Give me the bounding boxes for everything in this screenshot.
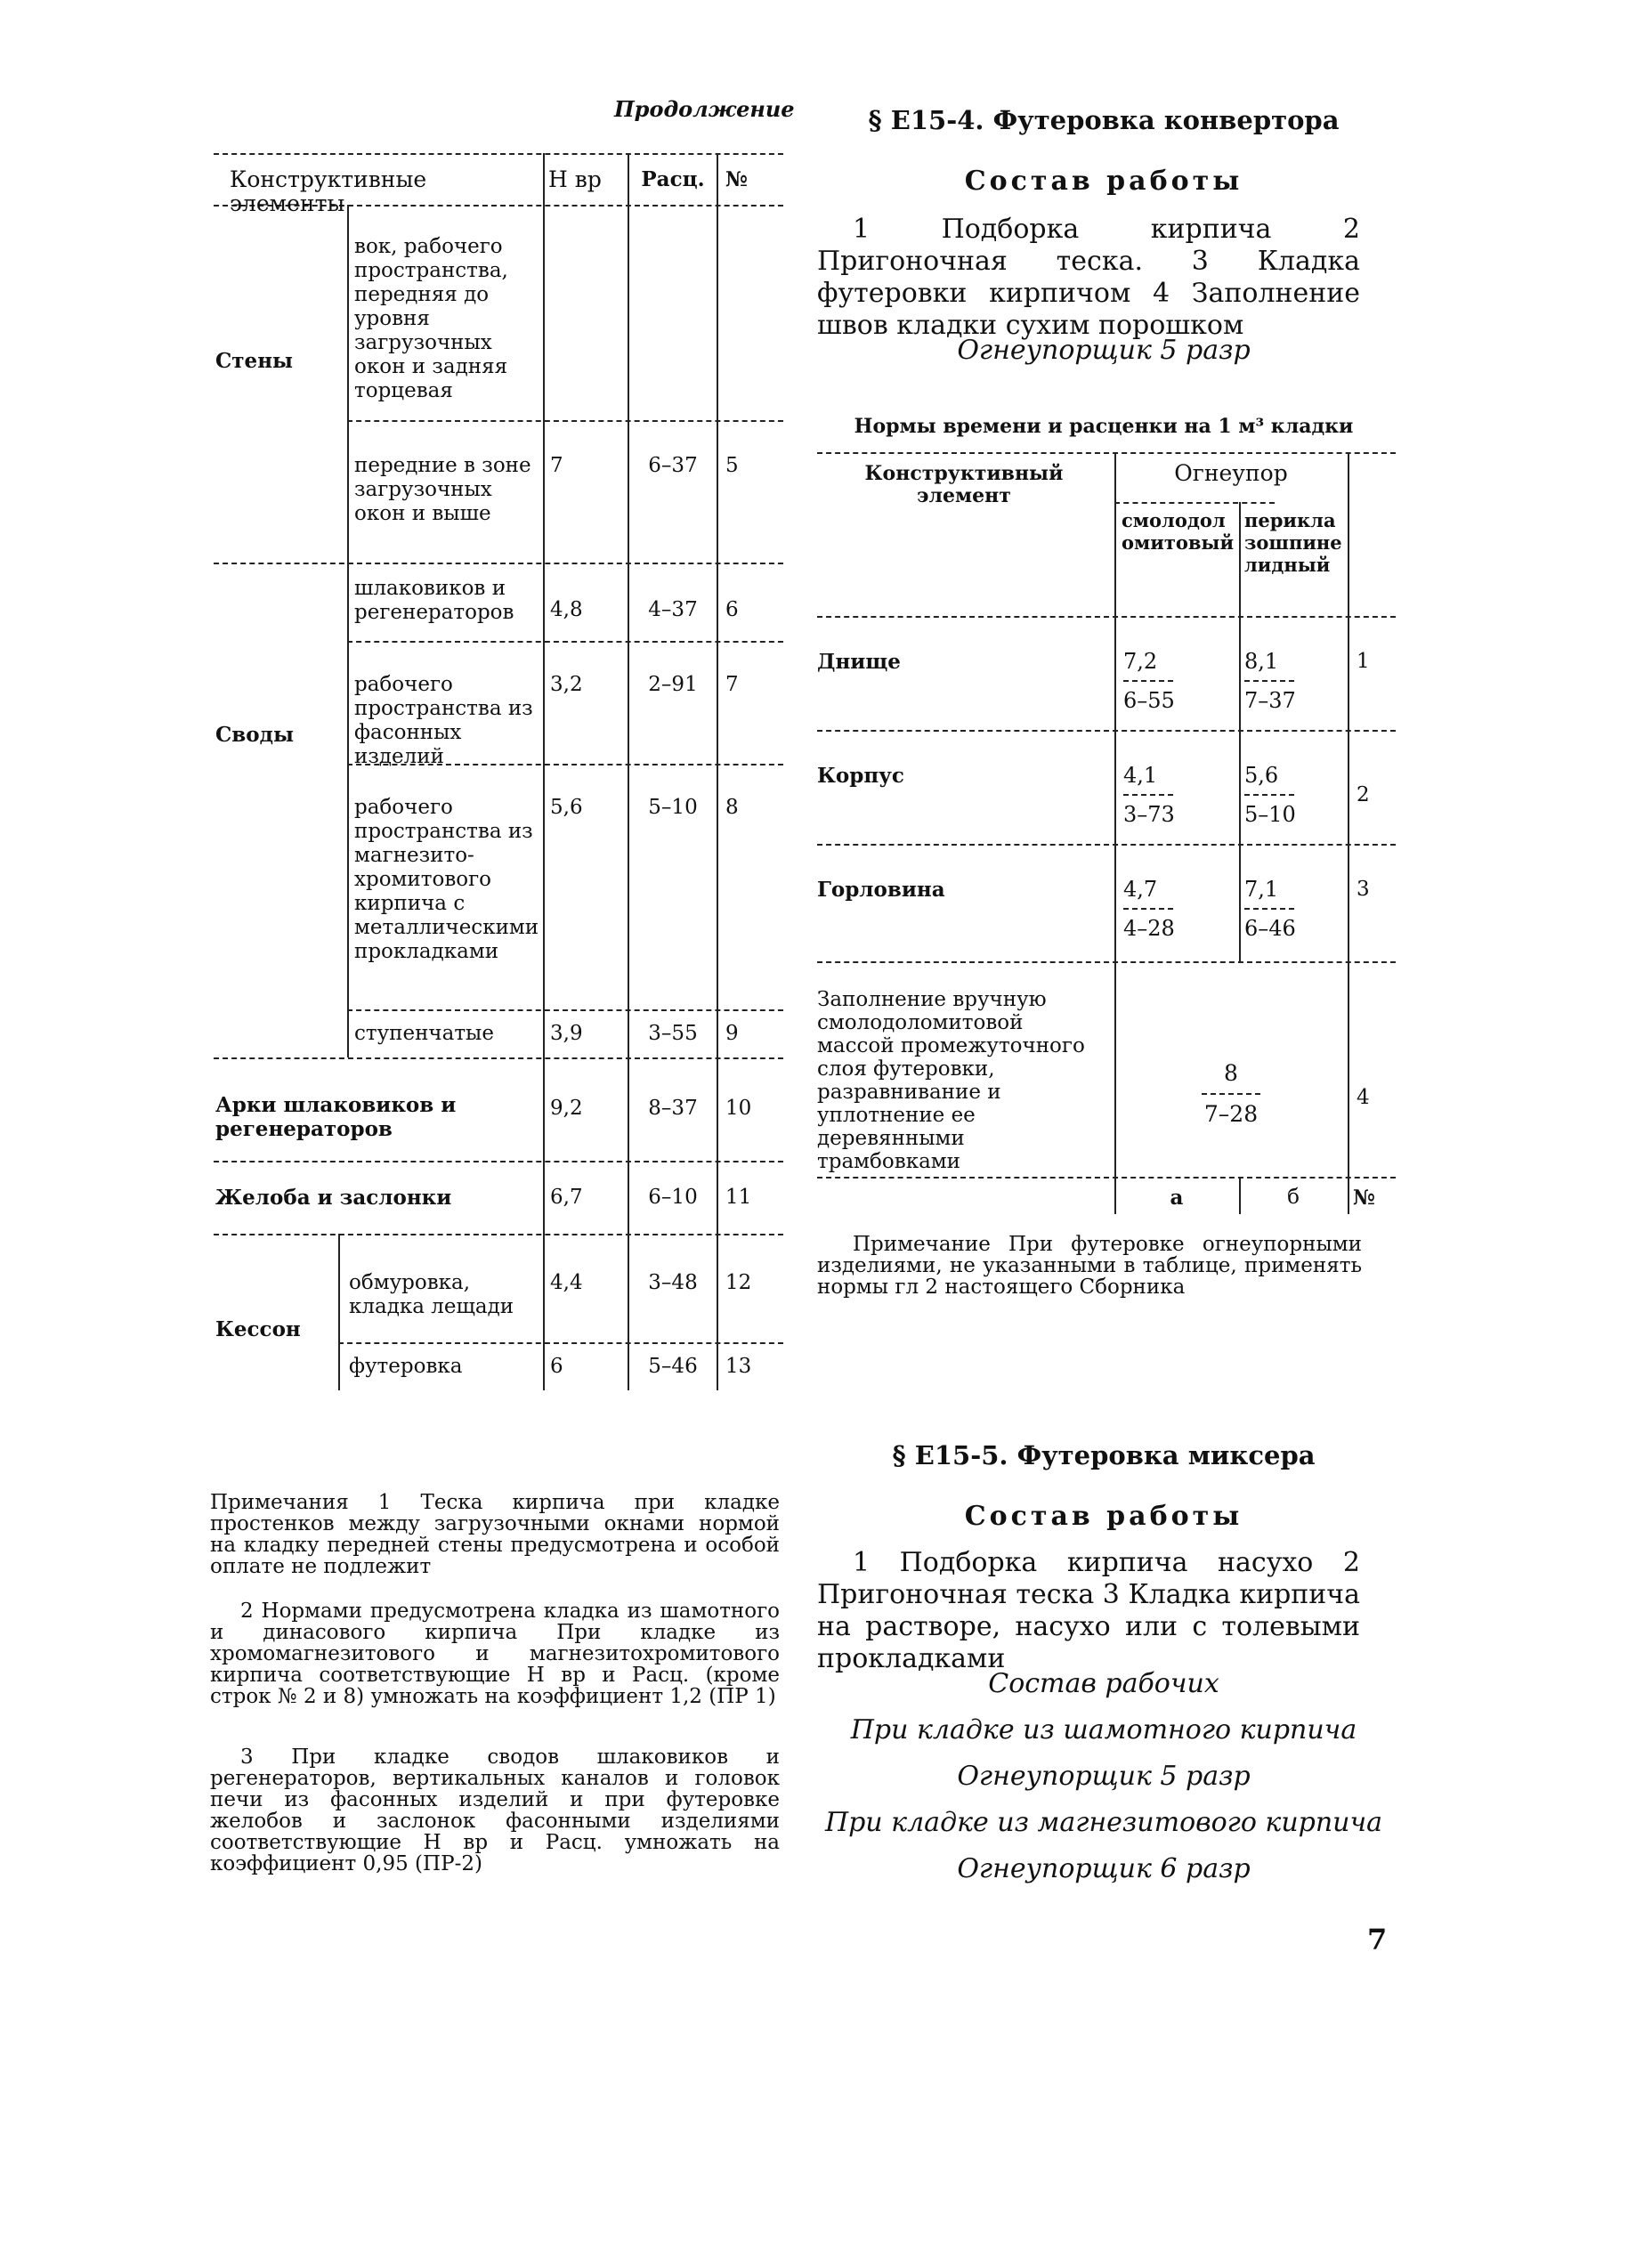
header-refractory: Огнеупор (1174, 460, 1288, 486)
header-col-a: смолодоломитовый (1122, 509, 1235, 554)
header-elements: Конструктивные элементы (230, 166, 427, 216)
table-row-rasc: 3–55 (648, 1022, 698, 1045)
table-row-num: 7 (725, 673, 739, 696)
s4-table-title: Нормы времени и расценки на 1 м³ кладки (854, 415, 1354, 438)
table-row-hvr: 5,6 (550, 796, 583, 819)
s5-workers-title: Состав рабочих (988, 1668, 1219, 1699)
row-num: 3 (1357, 878, 1370, 901)
row-a-time: 4,1 (1123, 763, 1158, 788)
header-element: Конструктивный элемент (864, 462, 1064, 507)
s5-case-2: При кладке из магнезитового кирпича (824, 1807, 1383, 1838)
left-note-2: 2 Нормами предусмотрена кладка из шамотного и динасового кирпича При кладке из хромомагнезитового и магнезитохромитового кирпича соответствующие Н вр и Расц. (кроме строк № 2 и 8) умножать на коэффициент 1,2 (ПР 1) (210, 1600, 780, 1708)
table-row-num: 6 (725, 598, 739, 621)
table-row-sub: шлаковиков и регенераторов (354, 577, 514, 624)
table-row-rasc: 8–37 (648, 1097, 698, 1120)
s4-note: Примечание При футеровке огнеупорными изделиями, не указанными в таблице, применять нормы гл 2 настоящего Сборника (817, 1233, 1362, 1299)
s5-work-title: Состав работы (964, 1501, 1243, 1532)
header-hvr: Н вр (548, 166, 602, 192)
table-row-sub: вок, рабочего пространства, передняя до уровня загрузочных окон и задняя торцевая (354, 235, 508, 402)
s5-worker-1: Огнеупорщик 5 разр (957, 1761, 1251, 1792)
table-row-sub: обмуровка, кладка лещади (349, 1271, 514, 1318)
section-e15-4-title: § Е15-4. Футеровка конвертора (868, 105, 1340, 135)
table-row-hvr: 3,2 (550, 673, 583, 696)
fill-row-num: 4 (1357, 1086, 1370, 1109)
s5-case-1: При кладке из шамотного кирпича (850, 1714, 1357, 1746)
table-row-hvr: 6 (550, 1355, 563, 1378)
table-row-num: 10 (725, 1097, 752, 1120)
s4-work-title: Состав работы (964, 166, 1243, 197)
footer-a: а (1170, 1186, 1184, 1210)
table-row-sub: Арки шлаковиков и регенераторов (215, 1093, 457, 1141)
s5-work-text: 1 Подборка кирпича насухо 2 Пригоночная теска 3 Кладка кирпича на растворе, насухо или с толевыми прокладками (817, 1547, 1360, 1674)
table-row-rasc: 6–10 (648, 1186, 698, 1209)
group-walls: Стены (215, 349, 294, 373)
row-name: Днище (817, 650, 901, 674)
table-row-hvr: 7 (550, 454, 563, 477)
row-b-rate: 7–37 (1244, 688, 1296, 713)
table-row-hvr: 9,2 (550, 1097, 583, 1120)
table-row-sub: передние в зоне загрузочных окон и выше (354, 454, 531, 525)
table-row-hvr: 3,9 (550, 1022, 583, 1045)
table-row-num: 13 (725, 1355, 752, 1378)
table-row-num: 12 (725, 1271, 752, 1294)
row-a-time: 7,2 (1123, 649, 1158, 674)
row-num: 2 (1357, 783, 1370, 806)
row-b-rate: 6–46 (1244, 916, 1296, 941)
header-num: № (725, 167, 748, 191)
table-row-sub: рабочего пространства из фасонных изделий (354, 673, 533, 768)
row-a-rate: 6–55 (1123, 688, 1175, 713)
group-caisson: Кессон (215, 1317, 301, 1341)
table-row-rasc: 2–91 (648, 673, 698, 696)
page-number: 7 (1367, 1923, 1388, 1956)
row-a-time: 4,7 (1123, 877, 1158, 902)
row-a-rate: 4–28 (1123, 916, 1175, 941)
left-note-1: Примечания 1 Теска кирпича при кладке простенков между загрузочными окнами нормой на кладку передней стены предусмотрена и особой оплате не подлежит (210, 1491, 780, 1578)
s4-work-text: 1 Подборка кирпича 2 Пригоночная теска. 3 Кладка футеровки кирпичом 4 Заполнение швов кладки сухим порошком (817, 214, 1360, 341)
footer-b: б (1287, 1186, 1300, 1209)
row-a-rate: 3–73 (1123, 802, 1175, 827)
table-row-rasc: 3–48 (648, 1271, 698, 1294)
fill-row-name: Заполнение вручную смолодоломитовой массой промежуточного слоя футеровки, разравнивание и уплотнение ее деревянными трамбовками (817, 988, 1085, 1173)
footer-num: № (1353, 1186, 1375, 1210)
header-rasc: Расц. (641, 167, 705, 191)
table-row-sub: Желоба и заслонки (215, 1186, 452, 1210)
table-row-hvr: 4,8 (550, 598, 583, 621)
row-name: Корпус (817, 764, 904, 788)
row-b-time: 7,1 (1244, 877, 1279, 902)
table-row-rasc: 5–46 (648, 1355, 698, 1378)
section-e15-5-title: § Е15-5. Футеровка миксера (892, 1440, 1316, 1470)
row-b-rate: 5–10 (1244, 802, 1296, 827)
row-b-time: 8,1 (1244, 649, 1279, 674)
table-row-sub: ступенчатые (354, 1022, 494, 1045)
converter-norms-table (817, 452, 1396, 1214)
group-vaults: Своды (215, 723, 295, 747)
fill-row-time: 8 (1224, 1060, 1238, 1086)
table-row-num: 8 (725, 796, 739, 819)
header-col-b: периклазошпинелидный (1244, 509, 1342, 576)
table-row-rasc: 5–10 (648, 796, 698, 819)
continuation-label: Продолжение (614, 96, 795, 122)
table-row-num: 9 (725, 1022, 739, 1045)
table-row-num: 11 (725, 1186, 752, 1209)
table-row-num: 5 (725, 454, 739, 477)
table-row-sub: рабочего пространства из магнезито-хромитового кирпича с металлическими прокладками (354, 796, 539, 963)
s4-worker: Огнеупорщик 5 разр (957, 335, 1251, 366)
left-note-3: 3 При кладке сводов шлаковиков и регенераторов, вертикальных каналов и головок печи из фасонных изделий и при футеровке желобов и заслонок фасонными изделиями соответствующие Н вр и Расц. умножать на коэффициент 0,95 (ПР-2) (210, 1746, 780, 1875)
table-row-rasc: 6–37 (648, 454, 698, 477)
table-row-hvr: 6,7 (550, 1186, 583, 1209)
row-name: Горловина (817, 878, 945, 902)
row-num: 1 (1357, 650, 1370, 673)
fill-row-rate: 7–28 (1203, 1101, 1259, 1127)
table-row-rasc: 4–37 (648, 598, 698, 621)
table-row-sub: футеровка (349, 1355, 463, 1378)
table-row-hvr: 4,4 (550, 1271, 583, 1294)
s5-worker-2: Огнеупорщик 6 разр (957, 1853, 1251, 1884)
row-b-time: 5,6 (1244, 763, 1279, 788)
left-norms-table (214, 153, 783, 1390)
